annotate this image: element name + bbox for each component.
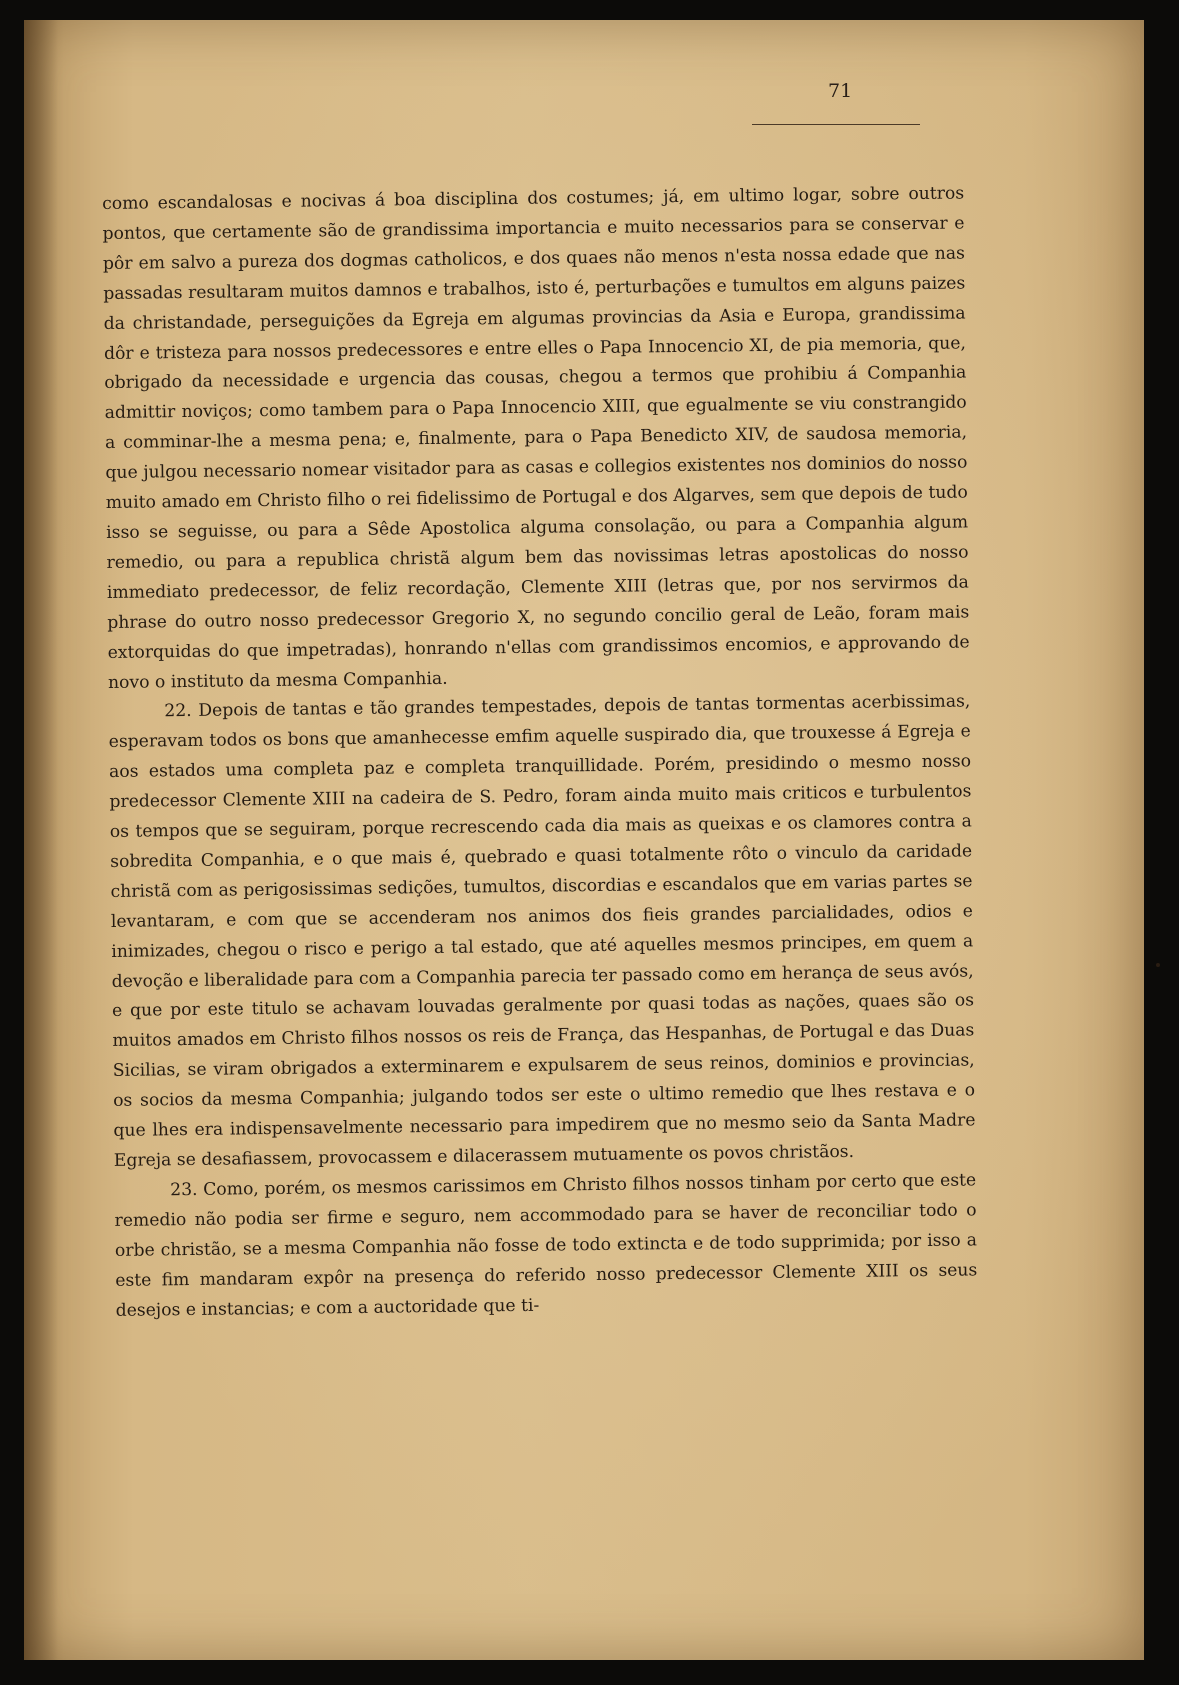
page-number: 71 [828, 80, 853, 102]
header-rule [752, 124, 920, 125]
book-page [24, 20, 1144, 1660]
paragraph-23: 23. Como, porém, os mesmos carissimos em Christo filhos nossos tinham por certo que este remedio não podia ser firme e seguro, nem accommodado para se haver de reconciliar todo o orbe christão, se a mesma Companhia não fosse de todo extincta e de todo supprimida; por isso a este fim mandaram expôr na presença do referido nosso predecessor Clemente XIII os seus desejos e instancias; e com a auctoridade que ti- [114, 1170, 978, 1321]
paragraph-22: 22. Depois de tantas e tão grandes tempestades, depois de tantas tormentas acerbissimas, esperavam todos os bons que amanhecesse emfim aquelle suspirado dia, que trouxesse á Egreja e aos estados uma completa paz e completa tranquillidade. Porém, presidindo o mesmo nosso predecessor Clemente XIII na cadeira de S. Pedro, foram ainda muito mais criticos e turbulentos os tempos que se seguiram, porque recrescendo cada dia mais as queixas e os clamores contra a sobredita Companhia, e o que mais é, quebrado e quasi totalmente rôto o vinculo da caridade christã com as perigosissimas sedições, tumultos, discordias e escandalos que em varias partes se levantaram, e com que se accenderam nos animos dos fieis grandes parcialidades, odios e inimizades, chegou o risco e perigo a tal estado, que até aquelles mesmos principes, em quem a devoção e liberalidade para com a Companhia parecia ter passado como em herança de seus avós, e que por este titulo se achavam louvadas geralmente por quasi todas as nações, quaes são os muitos amados em Christo filhos nossos os reis de França, das Hespanhas, de Portugal e das Duas Sicilias, se viram obrigados a exterminarem e expulsarem de seus reinos, dominios e provincias, os socios da mesma Companhia; julgando todos ser este o ultimo remedio que lhes restava e o que lhes era indispensavelmente necessario para impedirem que no mesmo seio da Santa Madre Egreja se desafiassem, provocassem e dilacerassem mutuamente os povos christãos. [108, 691, 976, 1171]
body-text [102, 179, 978, 1326]
paragraph-continuation: como escandalosas e nocivas á boa disciplina dos costumes; já, em ultimo logar, sobre outros pontos, que certamente são de grandissima importancia e muito necessarios para se conservar e pôr em salvo a pureza dos dogmas catholicos, e dos quaes não menos n'esta nossa edade que nas passadas resultaram muitos damnos e trabalhos, isto é, perturbações e tumultos em alguns paizes da christandade, perseguições da Egreja em algumas provincias da Asia e Europa, grandissima dôr e tristeza para nossos predecessores e entre elles o Papa Innocencio XI, de pia memoria, que, obrigado da necessidade e urgencia das cousas, chegou a termos que prohibiu á Companhia admittir noviços; como tambem para o Papa Innocencio XIII, que egualmente se viu constrangido a comminar-lhe a mesma pena; e, finalmente, para o Papa Benedicto XIV, de saudosa memoria, que julgou necessario nomear visitador para as casas e collegios existentes nos dominios do nosso muito amado em Christo filho o rei fidelissimo de Portugal e dos Algarves, sem que depois de tudo isso se seguisse, ou para a Sêde Apostolica alguma consolação, ou para a Companhia algum remedio, ou para a republica christã algum bem das novissimas letras apostolicas do nosso immediato predecessor, de feliz recordação, Clemente XIII (letras que, por nos servirmos da phrase do outro nosso predecessor Gregorio X, no segundo concilio geral de Leão, foram mais extorquidas do que impetradas), honrando n'ellas com grandissimos encomios, e approvando de novo o instituto da mesma Companhia. [102, 183, 970, 693]
page-gutter-shadow [24, 20, 58, 1660]
ink-speck [1156, 963, 1160, 967]
